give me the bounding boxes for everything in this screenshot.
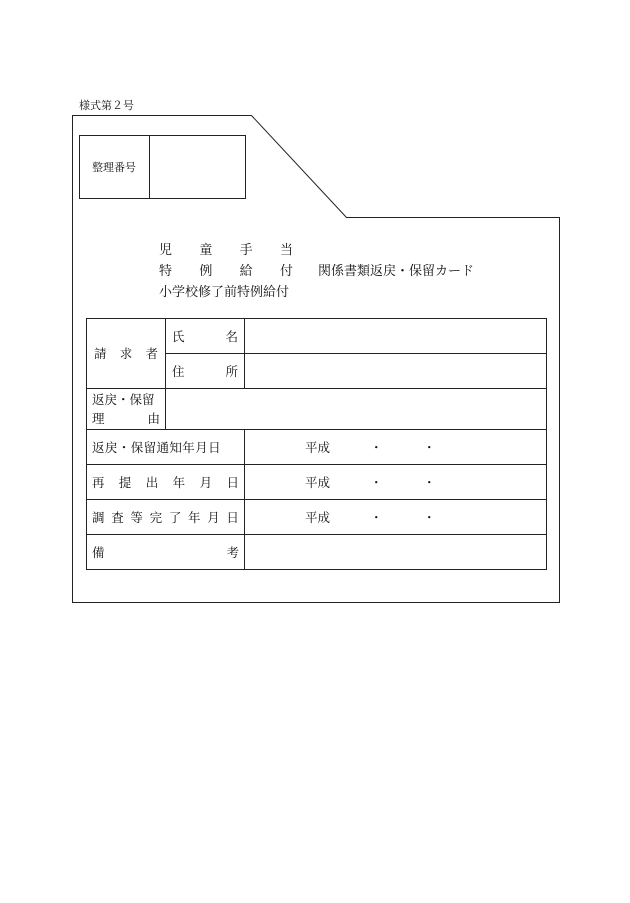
- title-line2-suffix: 関係書類返戻・保留カード: [318, 264, 475, 279]
- notice-date-label: 返戻・保留通知年月日: [92, 440, 222, 455]
- title-line2: 特 例 給 付: [159, 264, 293, 279]
- claimant-label: 請 求 者: [94, 346, 158, 361]
- notice-date-dot2: ・: [423, 440, 436, 455]
- address-field[interactable]: [245, 354, 546, 388]
- name-field[interactable]: [245, 319, 546, 353]
- address-label: 住 所: [172, 364, 238, 379]
- resubmit-date-dot1: ・: [370, 475, 383, 490]
- survey-date-era: 平成: [305, 510, 331, 525]
- name-label: 氏 名: [172, 329, 238, 344]
- management-number-field[interactable]: [150, 136, 245, 198]
- remarks-label: 備 考: [92, 545, 239, 560]
- reason-label-line2: 理 由: [92, 411, 160, 426]
- form-number: 様式第２号: [79, 99, 134, 112]
- reason-label-line1: 返戻・保留: [92, 392, 155, 407]
- management-number-label: 整理番号: [92, 160, 136, 174]
- resubmit-date-label: 再 提 出 年 月 日: [92, 475, 239, 490]
- title-line3: 小学校修了前特例給付: [159, 285, 290, 300]
- title-line1: 児 童 手 当: [159, 243, 293, 258]
- reason-field[interactable]: [166, 389, 546, 429]
- remarks-field[interactable]: [245, 535, 546, 569]
- resubmit-date-dot2: ・: [423, 475, 436, 490]
- notice-date-era: 平成: [305, 440, 331, 455]
- notice-date-dot1: ・: [370, 440, 383, 455]
- resubmit-date-era: 平成: [305, 475, 331, 490]
- survey-date-dot2: ・: [423, 510, 436, 525]
- survey-complete-date-label: 調 査 等 完 了 年 月 日: [92, 510, 239, 525]
- survey-date-dot1: ・: [370, 510, 383, 525]
